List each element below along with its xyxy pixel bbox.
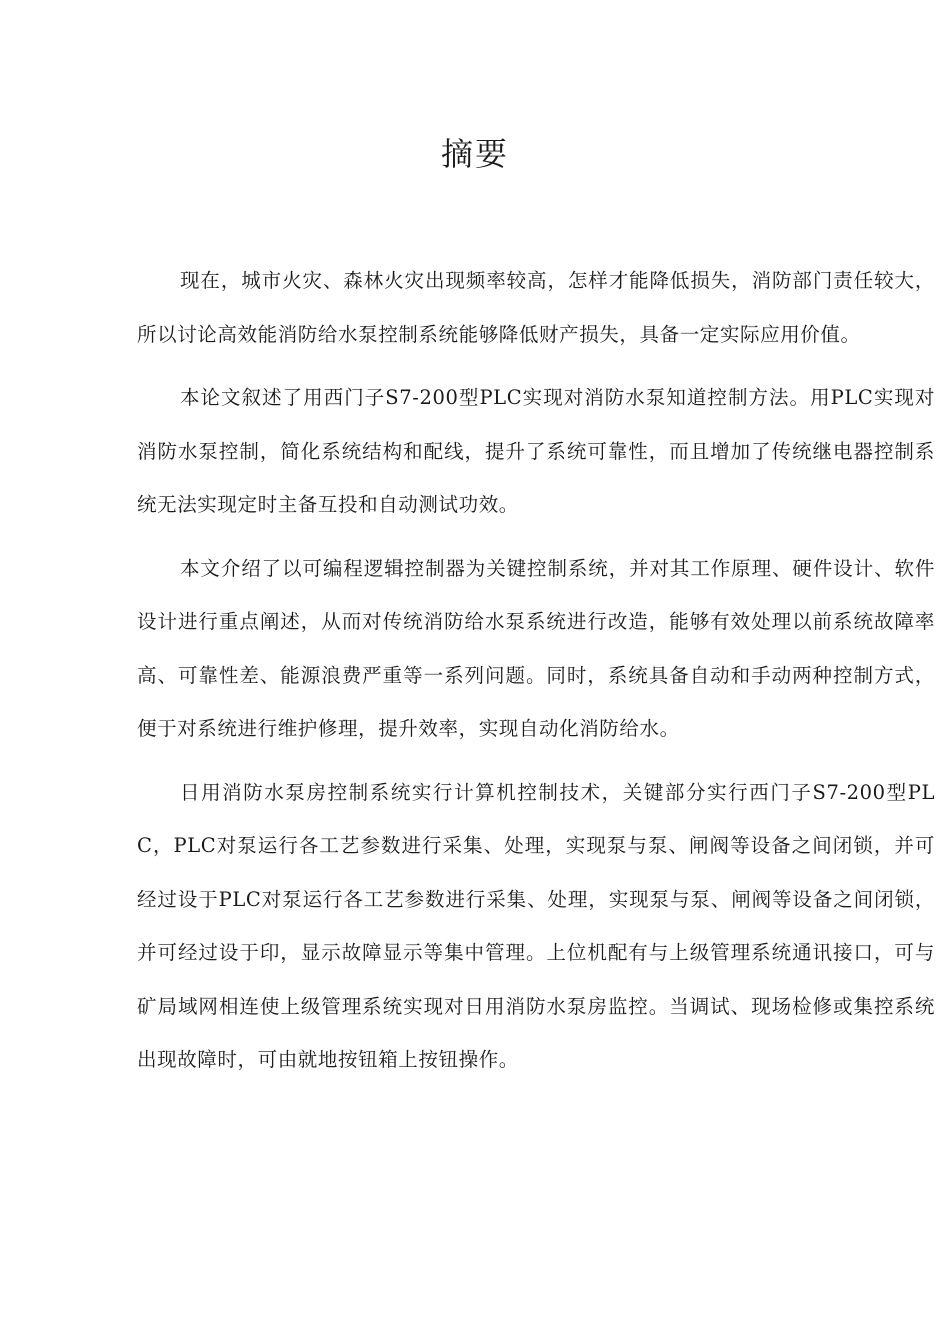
page-title: 摘要 [440,135,509,173]
paragraph: 本文介绍了以可编程逻辑控制器为关键控制系统，并对其工作原理、硬件设计、软件设计进行重点阐述，从而对传统消防给水泵系统进行改造，能够有效处理以前系统故障率高、可靠性差、能源浪费严重等一系列问题。同时，系统具备自动和手动两种控制方式，便于对系统进行维护修理，提升效率，实现自动化消防给水。 [137,556,935,740]
abstract-body [137,254,935,1097]
paragraph: 本论文叙述了用西门子S7-200型PLC实现对消防水泵知道控制方法。用PLC实现对消防水泵控制，简化系统结构和配线，提升了系统可靠性，而且增加了传统继电器控制系统无法实现定时主备互投和自动测试功效。 [137,386,935,516]
paragraph: 日用消防水泵房控制系统实行计算机控制技术，关键部分实行西门子S7-200型PLC，PLC对泵运行各工艺参数进行采集、处理，实现泵与泵、闸阀等设备之间闭锁，并可经过设于PLC对泵运行各工艺参数进行采集、处理，实现泵与泵、闸阀等设备之间闭锁，并可经过设于印，显示故障显示等集中管理。上位机配有与上级管理系统通讯接口，可与矿局域网相连使上级管理系统实现对日用消防水泵房监控。当调试、现场检修或集控系统出现故障时，可由就地按钮箱上按钮操作。 [137,780,935,1071]
paragraph: 现在，城市火灾、森林火灾出现频率较高，怎样才能降低损失，消防部门责任较大，所以讨论高效能消防给水泵控制系统能够降低财产损失，具备一定实际应用价值。 [137,269,935,346]
